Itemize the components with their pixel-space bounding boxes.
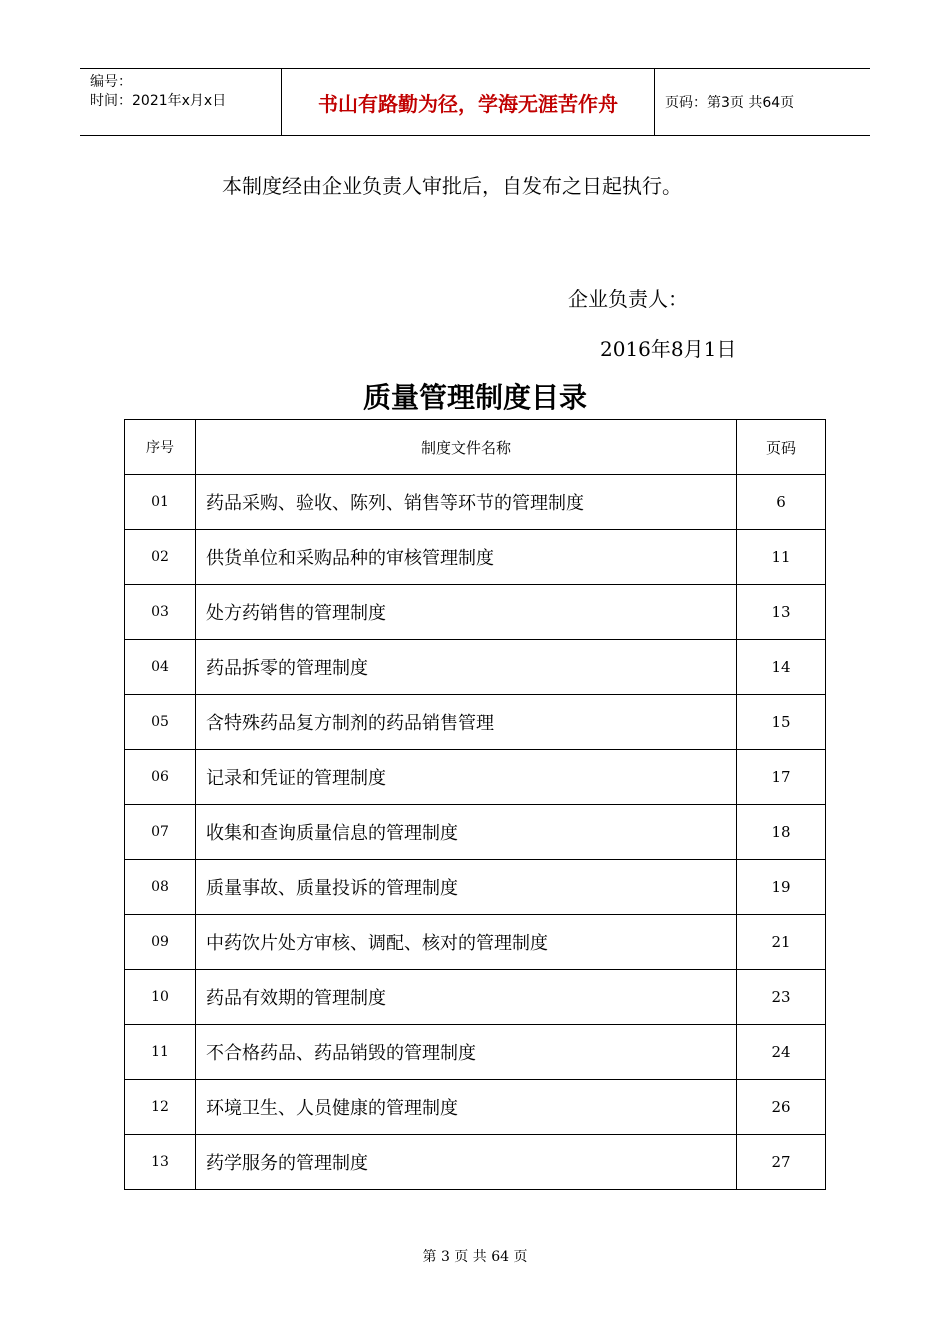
- table-row: [125, 1025, 826, 1080]
- page-footer: 第 3 页 共 64 页: [422, 1249, 528, 1265]
- row-page: 17: [737, 750, 826, 805]
- row-name: 含特殊药品复方制剂的药品销售管理: [196, 695, 737, 750]
- table-row: [125, 915, 826, 970]
- code-label: 编号：: [90, 74, 132, 90]
- row-index: 07: [125, 805, 196, 860]
- statement: 本制度经由企业负责人审批后，自发布之日起执行。: [222, 174, 682, 198]
- issue-date: 2016年8月1日: [600, 337, 737, 361]
- row-index: 08: [125, 860, 196, 915]
- row-name: 处方药销售的管理制度: [196, 585, 737, 640]
- row-name: 药品拆零的管理制度: [196, 640, 737, 695]
- col-header-name: 制度文件名称: [196, 420, 737, 475]
- row-index: 11: [125, 1025, 196, 1080]
- row-page: 24: [737, 1025, 826, 1080]
- row-index: 13: [125, 1135, 196, 1190]
- row-name: 中药饮片处方审核、调配、核对的管理制度: [196, 915, 737, 970]
- row-index: 03: [125, 585, 196, 640]
- table-row: [125, 860, 826, 915]
- row-index: 05: [125, 695, 196, 750]
- row-page: 27: [737, 1135, 826, 1190]
- row-page: 23: [737, 970, 826, 1025]
- table-row: [125, 530, 826, 585]
- row-page: 6: [737, 475, 826, 530]
- row-name: 环境卫生、人员健康的管理制度: [196, 1080, 737, 1135]
- row-index: 10: [125, 970, 196, 1025]
- row-index: 06: [125, 750, 196, 805]
- row-name: 供货单位和采购品种的审核管理制度: [196, 530, 737, 585]
- row-page: 14: [737, 640, 826, 695]
- row-index: 01: [125, 475, 196, 530]
- row-name: 不合格药品、药品销毁的管理制度: [196, 1025, 737, 1080]
- toc-header-row: [125, 420, 826, 475]
- toc-title: 质量管理制度目录: [362, 381, 587, 414]
- table-row: [125, 970, 826, 1025]
- row-name: 药学服务的管理制度: [196, 1135, 737, 1190]
- table-row: [125, 585, 826, 640]
- table-row: [125, 805, 826, 860]
- table-row: [125, 750, 826, 805]
- row-page: 15: [737, 695, 826, 750]
- header-motto: 书山有路勤为径，学海无涯苦作舟: [282, 69, 655, 135]
- row-page: 19: [737, 860, 826, 915]
- table-row: [125, 1080, 826, 1135]
- row-name: 质量事故、质量投诉的管理制度: [196, 860, 737, 915]
- header-page-info: 页码：第3页 共64页: [665, 95, 795, 111]
- row-page: 26: [737, 1080, 826, 1135]
- row-page: 11: [737, 530, 826, 585]
- header-meta: [80, 69, 282, 135]
- page-header: [80, 68, 870, 136]
- signer-label: 企业负责人：: [568, 287, 688, 311]
- row-name: 记录和凭证的管理制度: [196, 750, 737, 805]
- time-label: 时间：2021年x月x日: [90, 93, 227, 109]
- row-name: 药品采购、验收、陈列、销售等环节的管理制度: [196, 475, 737, 530]
- row-index: 12: [125, 1080, 196, 1135]
- col-header-index: 序号: [125, 420, 196, 475]
- table-row: [125, 475, 826, 530]
- table-row: [125, 640, 826, 695]
- row-page: 18: [737, 805, 826, 860]
- row-index: 02: [125, 530, 196, 585]
- table-row: [125, 695, 826, 750]
- row-name: 药品有效期的管理制度: [196, 970, 737, 1025]
- table-row: [125, 1135, 826, 1190]
- row-name: 收集和查询质量信息的管理制度: [196, 805, 737, 860]
- row-index: 04: [125, 640, 196, 695]
- row-index: 09: [125, 915, 196, 970]
- toc-table: [124, 419, 826, 1190]
- col-header-page: 页码: [737, 420, 826, 475]
- row-page: 21: [737, 915, 826, 970]
- row-page: 13: [737, 585, 826, 640]
